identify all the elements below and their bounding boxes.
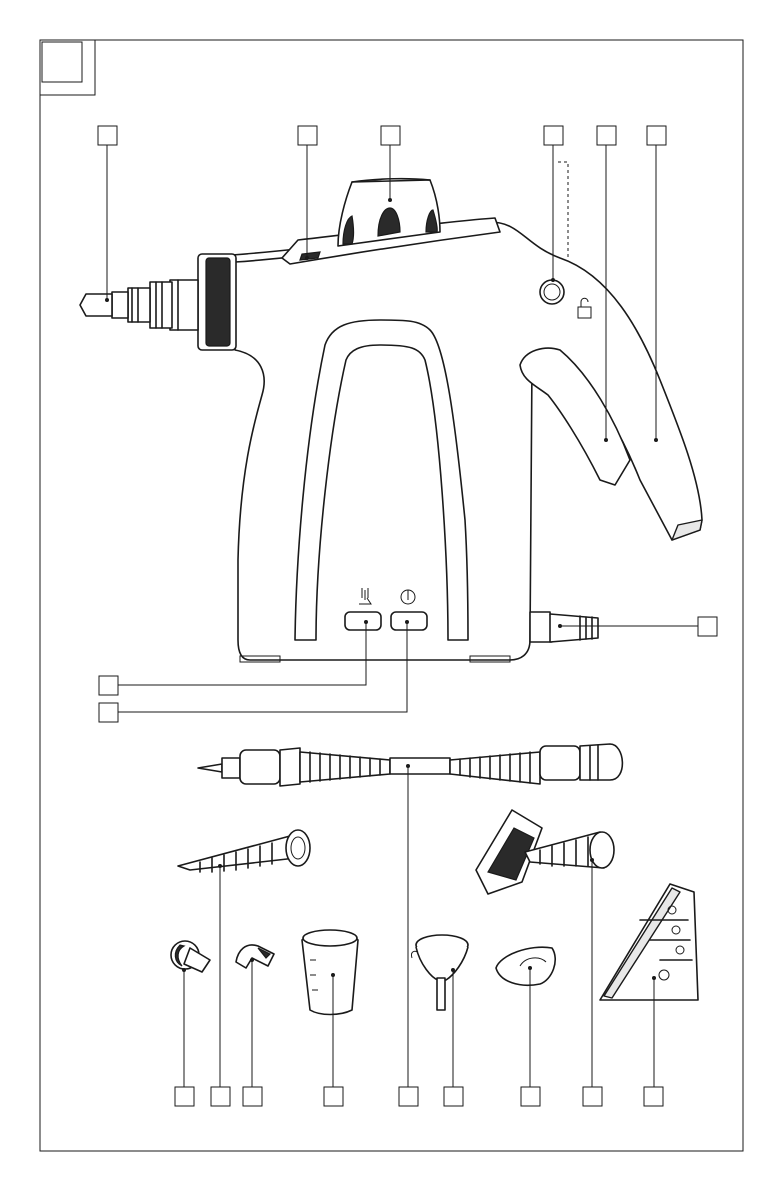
flexible-hose [198,744,622,786]
callout-box [211,1087,230,1106]
power-button [391,612,427,630]
callout-box [243,1087,262,1106]
callout-box [99,703,118,722]
round-nozzle [171,941,210,972]
callout-box [698,617,717,636]
steam-cleaner-body [80,162,702,662]
brush-nozzle [476,810,614,894]
callout-box [597,126,616,145]
callout-box [175,1087,194,1106]
callout-box [444,1087,463,1106]
callout-box [99,676,118,695]
callout-box [399,1087,418,1106]
cloth-cover [496,947,555,985]
measuring-cup [302,930,358,1015]
callout-box [583,1087,602,1106]
callout-box [644,1087,663,1106]
window-wiper [600,884,698,1000]
figure-label-box [42,42,82,82]
extension-nozzle [178,830,310,872]
steam-button [345,612,381,630]
callout-box [647,126,666,145]
angled-nozzle [236,945,274,968]
callout-box [521,1087,540,1106]
callout-box [544,126,563,145]
callout-box [98,126,117,145]
funnel [411,935,468,1010]
callout-box [324,1087,343,1106]
callout-box [298,126,317,145]
front-nozzle [80,280,198,330]
callout-box [381,126,400,145]
hose-connector [530,612,598,642]
